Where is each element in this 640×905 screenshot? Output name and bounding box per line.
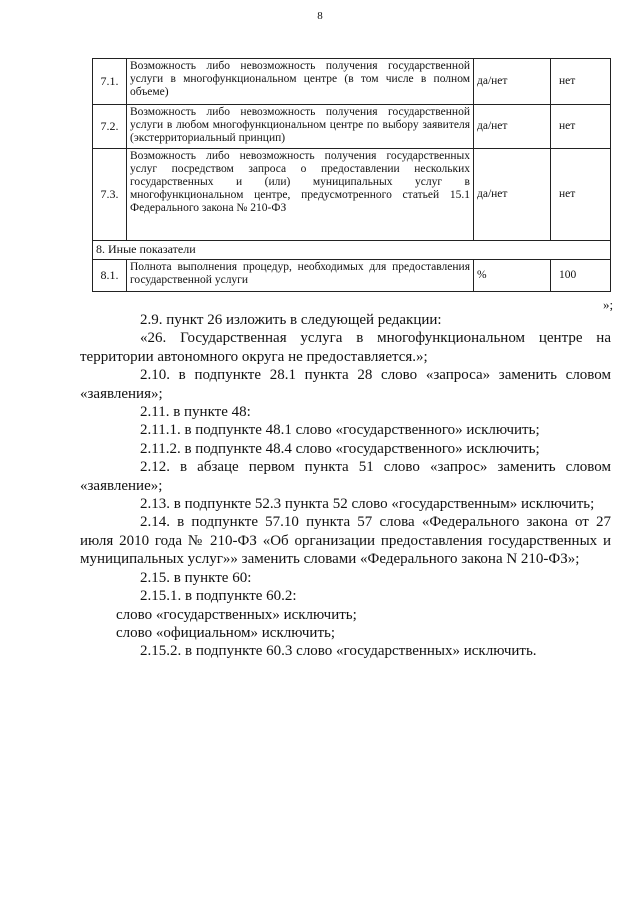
paragraph: 2.11.2. в подпункте 48.4 слово «государственного» исключить; [140, 440, 540, 457]
paragraph: слово «официальном» исключить; [116, 624, 336, 641]
page-number: 8 [317, 10, 323, 22]
row-description: Возможность либо невозможность получения государственной услуги в любом многофункциональном центре по выбору заявителя (экстерриториальный принцип) [127, 105, 474, 149]
paragraph: 2.15.2. в подпункте 60.3 слово «государственных» исключить. [140, 643, 537, 660]
table-section-row [93, 241, 611, 260]
row-number: 7.1. [93, 59, 127, 105]
row-value: 100 [551, 260, 611, 292]
row-number: 8.1. [93, 260, 127, 292]
row-value: нет [551, 59, 611, 105]
paragraph: 2.15.1. в подпункте 60.2: [140, 588, 297, 605]
paragraph: слово «государственных» исключить; [116, 606, 357, 623]
row-description: Полнота выполнения процедур, необходимых для предоставления государственной услуги [127, 260, 474, 292]
paragraph: 2.9. пункт 26 изложить в следующей редакции: [140, 312, 442, 328]
table-row [93, 260, 611, 292]
paragraph: 2.10. в подпункте 28.1 пункта 28 слово «запроса» заменить словом «заявления»; [80, 367, 611, 402]
row-unit: да/нет [474, 59, 551, 105]
table-row [93, 149, 611, 241]
paragraph: 2.12. в абзаце первом пункта 51 слово «запрос» заменить словом «заявление»; [80, 459, 611, 494]
paragraph: 2.14. в подпункте 57.10 пункта 57 слова «Федерального закона от 27 июля 2010 года № 210-ФЗ «Об организации предоставления государственных и муниципальных услуг»» заменить словами «Федерального закона N 210-ФЗ»; [80, 514, 611, 568]
paragraph: 2.11.1. в подпункте 48.1 слово «государственного» исключить; [140, 422, 540, 439]
row-unit: % [474, 260, 551, 292]
paragraph: 2.15. в пункте 60: [140, 569, 252, 586]
quote-end-mark: »; [603, 297, 614, 312]
row-unit: да/нет [474, 105, 551, 149]
paragraph: «26. Государственная услуга в многофункциональном центре на территории автономного округа не предоставляется.»; [80, 330, 611, 365]
row-value: нет [551, 105, 611, 149]
section-heading: 8. Иные показатели [93, 241, 611, 260]
paragraph: 2.11. в пункте 48: [140, 404, 251, 421]
table-row [93, 105, 611, 149]
row-value: нет [551, 149, 611, 241]
table-row [93, 59, 611, 105]
amendments-text [80, 311, 611, 661]
row-description: Возможность либо невозможность получения государственной услуги в многофункциональном центре (в том числе в полном объеме) [127, 59, 474, 105]
row-number: 7.2. [93, 105, 127, 149]
paragraph: 2.13. в подпункте 52.3 пункта 52 слово «государственным» исключить; [140, 496, 595, 513]
row-number: 7.3. [93, 149, 127, 241]
indicators-table [92, 58, 611, 292]
row-unit: да/нет [474, 149, 551, 241]
row-description: Возможность либо невозможность получения государственных услуг посредством запроса о предоставлении нескольких государственных и (или) муниципальных услуг в многофункциональном центре, предусмотренного статьей 15.1 Федерального закона № 210-ФЗ [127, 149, 474, 241]
